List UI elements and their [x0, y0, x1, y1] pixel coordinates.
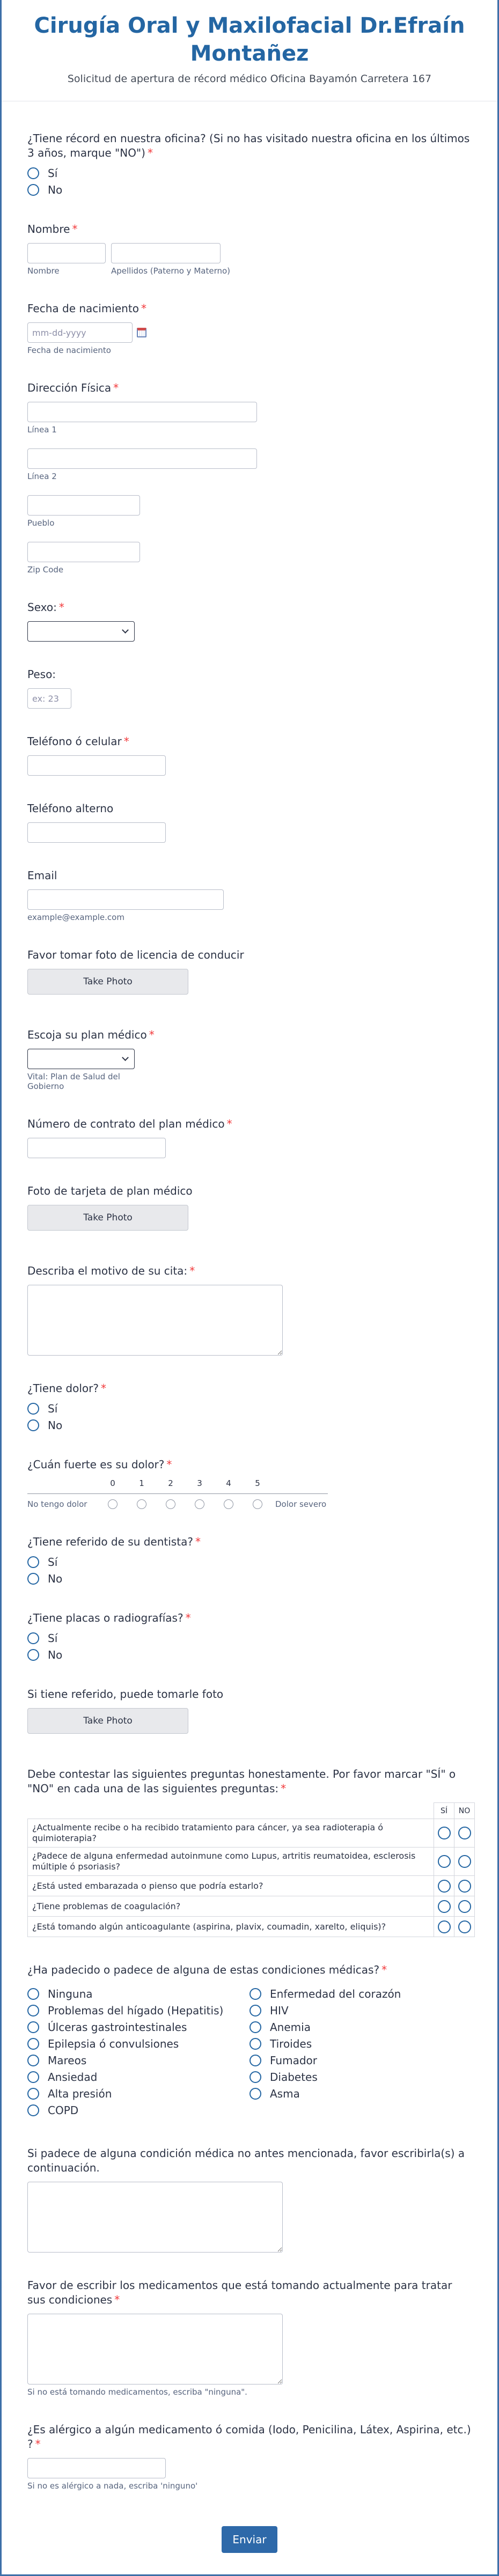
required-mark: *	[195, 1535, 201, 1548]
pain-label: ¿Tiene dolor? *	[27, 1382, 106, 1395]
radio-button[interactable]	[249, 2071, 261, 2083]
scale-number: 0	[110, 1478, 115, 1488]
radio-button[interactable]	[27, 2104, 39, 2116]
condition-option[interactable]: Fumador	[249, 2054, 472, 2067]
address-line2-sublabel: Línea 2	[27, 472, 57, 481]
pain-scale-label: ¿Cuán fuerte es su dolor? *	[27, 1458, 172, 1471]
form-header	[2, 0, 497, 101]
referral-label: ¿Tiene referido de su dentista? *	[27, 1535, 201, 1548]
phone-field	[27, 734, 472, 776]
radio-button[interactable]	[27, 1632, 39, 1644]
radio-button[interactable]	[249, 2005, 261, 2016]
email-field	[27, 869, 472, 922]
alt-phone-label: Teléfono alterno	[27, 802, 114, 815]
last-name-input[interactable]	[111, 243, 221, 263]
matrix-row	[28, 1917, 475, 1937]
required-mark: *	[166, 1458, 172, 1471]
referral-field	[27, 1535, 472, 1585]
condition-option[interactable]: Alta presión	[27, 2087, 249, 2100]
address-zip-sublabel: Zip Code	[27, 565, 64, 575]
condition-option[interactable]: Úlceras gastrointestinales	[27, 2021, 249, 2034]
name-field	[27, 222, 472, 276]
sex-field	[27, 600, 472, 642]
radio-button[interactable]	[249, 2021, 261, 2033]
allergy-field	[27, 2423, 472, 2491]
radio-button[interactable]	[27, 2005, 39, 2016]
column-yes-header: SÍ	[434, 1803, 454, 1819]
radio-button[interactable]	[249, 2038, 261, 2050]
required-mark: *	[381, 1963, 387, 1976]
matrix-radio-no[interactable]	[458, 1855, 471, 1868]
radio-button[interactable]	[27, 1649, 39, 1661]
birth-label: Fecha de nacimiento *	[27, 302, 146, 315]
required-mark: *	[123, 735, 129, 748]
medications-sublabel: Si no está tomando medicamentos, escriba "ninguna".	[27, 2387, 247, 2397]
allergy-label: ¿Es alérgico a algún medicamento ó comida (Iodo, Penicilina, Látex, Aspirina, etc.) ? *	[27, 2423, 471, 2450]
take-photo-button[interactable]: Take Photo	[27, 1205, 188, 1231]
referral-photo-label: Si tiene referido, puede tomarle foto	[27, 1688, 224, 1701]
contract-label: Número de contrato del plan médico *	[27, 1117, 232, 1130]
phone-input[interactable]	[27, 755, 166, 776]
scale-low-label: No tengo dolor	[27, 1499, 87, 1509]
condition-option[interactable]: Asma	[249, 2087, 472, 2100]
plan-sublabel: Vital: Plan de Salud del Gobierno	[27, 1072, 120, 1091]
email-input[interactable]	[27, 889, 224, 910]
take-photo-button[interactable]: Take Photo	[27, 1708, 188, 1734]
reason-textarea[interactable]	[27, 1285, 283, 1356]
honesty-matrix	[27, 1802, 475, 1937]
scale-high-label: Dolor severo	[275, 1499, 327, 1509]
pain-field	[27, 1381, 472, 1432]
plan-photo-field	[27, 1184, 472, 1231]
matrix-question: ¿Padece de alguna enfermedad autoinmune como Lupus, artritis reumatoidea, esclerosis múltiple ó psoriasis?	[28, 1848, 434, 1876]
first-name-input[interactable]	[27, 243, 106, 263]
conditions-options	[27, 1984, 472, 2121]
matrix-radio-no[interactable]	[458, 1827, 471, 1839]
contract-field	[27, 1117, 472, 1158]
address-line2-input[interactable]	[27, 448, 257, 469]
referral-option-yes[interactable]: Sí	[27, 1556, 472, 1569]
honesty-label: Debe contestar las siguientes preguntas honestamente. Por favor marcar "SÍ" o "NO" en cada una de las siguientes preguntas: *	[27, 1768, 456, 1795]
matrix-radio-yes[interactable]	[438, 1827, 451, 1839]
license-photo-label: Favor tomar foto de licencia de conducir	[27, 948, 244, 961]
scale-option-0[interactable]	[98, 1499, 127, 1509]
matrix-radio-yes[interactable]	[438, 1900, 451, 1913]
required-mark: *	[185, 1611, 191, 1624]
weight-field	[27, 667, 472, 709]
conditions-label: ¿Ha padecido o padece de alguna de estas condiciones médicas? *	[27, 1963, 387, 1976]
phone-label: Teléfono ó celular *	[27, 735, 129, 748]
radio-button[interactable]	[27, 1556, 39, 1568]
matrix-row	[28, 1896, 475, 1917]
required-mark: *	[35, 2438, 41, 2450]
matrix-radio-yes[interactable]	[438, 1855, 451, 1868]
plan-label: Escoja su plan médico *	[27, 1028, 155, 1041]
required-mark: *	[100, 1382, 106, 1395]
calendar-icon[interactable]	[137, 328, 146, 337]
radio-button[interactable]	[27, 2088, 39, 2100]
pain-option-no[interactable]: No	[27, 1419, 472, 1432]
condition-option[interactable]: Mareos	[27, 2054, 249, 2067]
last-name-sublabel: Apellidos (Paterno y Materno)	[111, 266, 231, 276]
other-condition-label: Si padece de alguna condición médica no antes mencionada, favor escribirla(s) a continuación.	[27, 2147, 465, 2174]
address-field	[27, 381, 472, 575]
birth-date-input[interactable]	[27, 322, 133, 343]
honesty-field	[27, 1767, 472, 1937]
scale-option-3[interactable]	[185, 1499, 214, 1509]
matrix-question: ¿Está tomando algún anticoagulante (aspirina, plavix, coumadin, xarelto, eliquis)?	[28, 1917, 434, 1937]
radio-button[interactable]	[27, 167, 39, 179]
radio-button[interactable]	[27, 184, 39, 196]
required-mark: *	[141, 302, 146, 315]
radio-button[interactable]	[27, 2055, 39, 2066]
sex-select[interactable]	[27, 621, 135, 642]
address-zip-input[interactable]	[27, 542, 140, 562]
email-sublabel: example@example.com	[27, 912, 124, 922]
address-town-input[interactable]	[27, 495, 140, 516]
radio-button[interactable]	[27, 2038, 39, 2050]
address-town-sublabel: Pueblo	[27, 518, 55, 528]
allergy-sublabel: Si no es alérgico a nada, escriba 'ninguno'	[27, 2481, 198, 2491]
contract-input[interactable]	[27, 1138, 166, 1158]
pain-option-yes[interactable]: Sí	[27, 1402, 472, 1415]
record-option-yes[interactable]: Sí	[27, 167, 472, 180]
plan-field	[27, 1028, 472, 1091]
address-line1-sublabel: Línea 1	[27, 425, 57, 435]
address-line1-input[interactable]	[27, 402, 257, 422]
medications-textarea[interactable]	[27, 2314, 283, 2384]
record-field	[27, 131, 472, 196]
column-no-header: NO	[454, 1803, 475, 1819]
referral-option-no[interactable]: No	[27, 1572, 472, 1585]
condition-option[interactable]: Ansiedad	[27, 2071, 249, 2084]
chevron-down-icon	[122, 1054, 129, 1061]
reason-label: Describa el motivo de su cita: *	[27, 1264, 195, 1277]
submit-area	[27, 2526, 472, 2574]
weight-input[interactable]	[27, 688, 71, 709]
form-title: Cirugía Oral y Maxilofacial Dr.Efraín Montañez	[34, 13, 465, 66]
matrix-question: ¿Actualmente recibe o ha recibido tratamiento para cáncer, ya sea radioterapia ó quimioterapia?	[28, 1819, 434, 1848]
weight-label: Peso:	[27, 668, 56, 681]
required-mark: *	[226, 1117, 232, 1130]
required-mark: *	[147, 146, 153, 159]
required-mark: *	[281, 1782, 287, 1795]
matrix-row	[28, 1848, 475, 1876]
matrix-question: ¿Está usted embarazada o pienso que podría estarlo?	[28, 1876, 434, 1896]
required-mark: *	[114, 2293, 120, 2306]
pain-scale	[27, 1478, 328, 1509]
condition-option[interactable]: Ninguna	[27, 1988, 249, 2000]
required-mark: *	[113, 381, 119, 394]
radio-button[interactable]	[27, 1988, 39, 2000]
condition-option[interactable]: HIV	[249, 2004, 472, 2017]
xrays-option-yes[interactable]: Sí	[27, 1632, 472, 1645]
referral-photo-field	[27, 1687, 472, 1734]
record-label: ¿Tiene récord en nuestra oficina? (Si no has visitado nuestra oficina en los últimos 3 años, marque "NO") *	[27, 132, 470, 159]
xrays-option-no[interactable]: No	[27, 1648, 472, 1661]
radio-button[interactable]	[249, 1988, 261, 2000]
condition-option[interactable]: COPD	[27, 2104, 249, 2117]
alt-phone-field	[27, 801, 472, 843]
birth-sublabel: Fecha de nacimiento	[27, 345, 111, 355]
condition-option[interactable]: Enfermedad del corazón	[249, 1988, 472, 2000]
condition-option[interactable]: Anemia	[249, 2021, 472, 2034]
required-mark: *	[58, 601, 64, 614]
radio-button[interactable]	[27, 2071, 39, 2083]
scale-number: 1	[139, 1478, 144, 1488]
condition-option[interactable]: Epilepsia ó convulsiones	[27, 2037, 249, 2050]
xrays-field	[27, 1611, 472, 1661]
medications-field	[27, 2278, 472, 2397]
radio-button[interactable]	[27, 2021, 39, 2033]
scale-number: 3	[197, 1478, 202, 1488]
radio-button[interactable]	[27, 1573, 39, 1585]
matrix-radio-no[interactable]	[458, 1880, 471, 1893]
matrix-question: ¿Tiene problemas de coagulación?	[28, 1896, 434, 1917]
plan-select[interactable]	[27, 1049, 135, 1069]
medications-label: Favor de escribir los medicamentos que está tomando actualmente para tratar sus condiciones *	[27, 2279, 452, 2306]
chevron-down-icon	[122, 627, 129, 634]
take-photo-button[interactable]: Take Photo	[27, 969, 188, 995]
scale-number: 5	[255, 1478, 260, 1488]
radio-button[interactable]	[249, 2055, 261, 2066]
matrix-radio-no[interactable]	[458, 1920, 471, 1933]
matrix-radio-yes[interactable]	[438, 1920, 451, 1933]
scale-number: 2	[168, 1478, 173, 1488]
scale-number: 4	[226, 1478, 231, 1488]
radio-button[interactable]	[249, 2088, 261, 2100]
other-condition-textarea[interactable]	[27, 2182, 283, 2253]
pain-scale-field	[27, 1458, 472, 1509]
email-label: Email	[27, 869, 57, 882]
xrays-label: ¿Tiene placas o radiografías? *	[27, 1611, 191, 1624]
matrix-radio-yes[interactable]	[438, 1880, 451, 1893]
form-subtitle: Solicitud de apertura de récord médico Oficina Bayamón Carretera 167	[67, 73, 432, 85]
required-mark: *	[189, 1264, 195, 1277]
matrix-radio-no[interactable]	[458, 1900, 471, 1913]
other-condition-field	[27, 2146, 472, 2253]
allergy-input[interactable]	[27, 2458, 166, 2478]
required-mark: *	[72, 223, 78, 235]
scale-option-5[interactable]	[243, 1499, 272, 1509]
condition-option[interactable]: Diabetes	[249, 2071, 472, 2084]
matrix-row	[28, 1876, 475, 1896]
plan-photo-label: Foto de tarjeta de plan médico	[27, 1184, 193, 1197]
submit-button[interactable]: Enviar	[222, 2526, 277, 2553]
radio-button[interactable]	[27, 1403, 39, 1415]
condition-option[interactable]: Tiroides	[249, 2037, 472, 2050]
record-option-no[interactable]: No	[27, 183, 472, 196]
name-label: Nombre *	[27, 223, 78, 235]
radio-button[interactable]	[27, 1419, 39, 1431]
first-name-sublabel: Nombre	[27, 266, 60, 276]
scale-option-4[interactable]	[214, 1499, 243, 1509]
required-mark: *	[149, 1028, 155, 1041]
scale-option-1[interactable]	[127, 1499, 156, 1509]
reason-field	[27, 1264, 472, 1356]
license-photo-field	[27, 948, 472, 995]
conditions-field	[27, 1963, 472, 2121]
sex-label: Sexo: *	[27, 601, 64, 614]
form-content	[2, 131, 497, 2574]
matrix-row	[28, 1819, 475, 1848]
condition-option[interactable]: Problemas del hígado (Hepatitis)	[27, 2004, 249, 2017]
alt-phone-input[interactable]	[27, 822, 166, 843]
scale-option-2[interactable]	[156, 1499, 185, 1509]
birth-field	[27, 301, 472, 355]
address-label: Dirección Física *	[27, 381, 119, 394]
